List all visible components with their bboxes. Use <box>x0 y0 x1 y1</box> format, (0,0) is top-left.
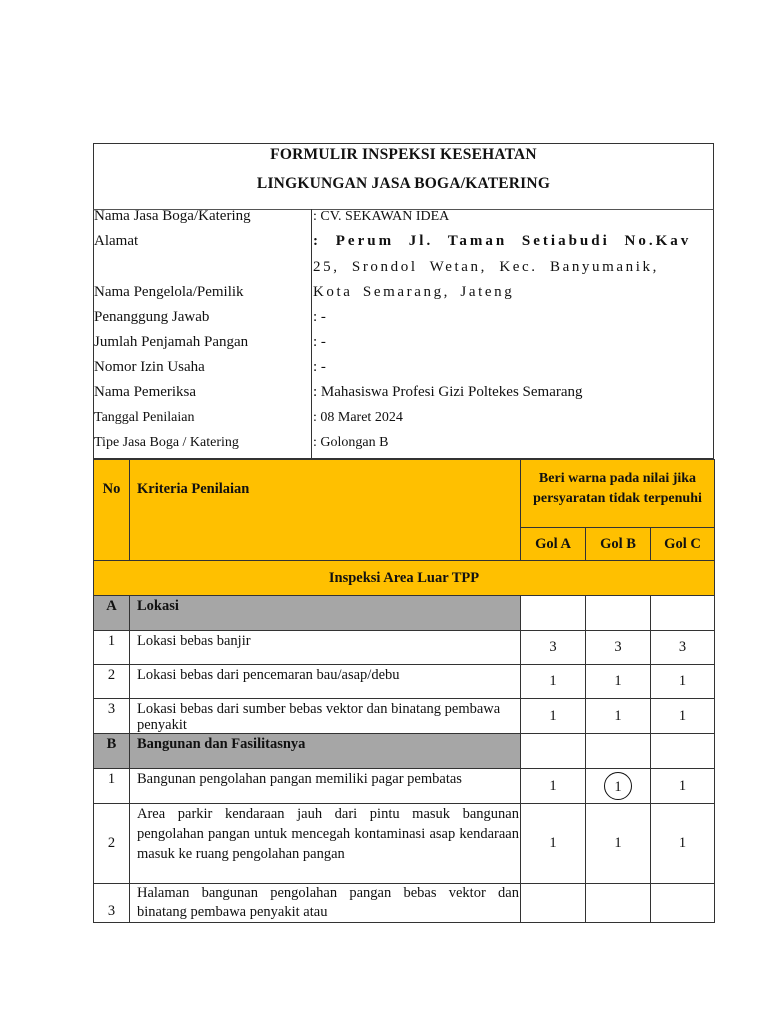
row-criteria: Halaman bangunan pengolahan pangan bebas vektor dan binatang pembawa penyakit atau <box>130 884 521 923</box>
score-cell[interactable] <box>651 596 715 631</box>
table-row <box>94 769 715 804</box>
label-jumlah-penjamah: Jumlah Penjamah Pangan <box>94 334 249 350</box>
row-no: 3 <box>94 699 130 734</box>
score-gol-b[interactable] <box>586 884 651 923</box>
value-nama-jasa-boga: : CV. SEKAWAN IDEA <box>313 209 450 224</box>
score-cell[interactable] <box>651 734 715 769</box>
table-row <box>94 631 715 665</box>
value-jumlah-penjamah: : - <box>313 334 326 350</box>
score-gol-a[interactable]: 1 <box>521 769 586 804</box>
score-gol-b[interactable]: 1 <box>586 665 651 699</box>
score-gol-b[interactable]: 3 <box>586 631 651 665</box>
header-no: No <box>94 460 130 561</box>
value-nama-pemeriksa: : Mahasiswa Profesi Gizi Poltekes Semarang <box>313 384 583 400</box>
header-instruction: Beri warna pada nilai jika persyaratan tidak terpenuhi <box>521 460 715 528</box>
row-criteria: Lokasi bebas dari pencemaran bau/asap/debu <box>130 665 521 699</box>
row-no: 2 <box>94 665 130 699</box>
row-no: 1 <box>94 769 130 804</box>
label-alamat: Alamat <box>94 233 139 249</box>
score-gol-c[interactable]: 1 <box>651 665 715 699</box>
row-criteria: Bangunan pengolahan pangan memiliki pagar pembatas <box>130 769 521 804</box>
score-cell[interactable] <box>521 734 586 769</box>
label-tipe-jasa-boga: Tipe Jasa Boga / Katering <box>94 435 239 450</box>
value-nomor-izin: : - <box>313 359 326 375</box>
score-cell[interactable] <box>521 596 586 631</box>
label-nama-pemeriksa: Nama Pemeriksa <box>94 384 197 400</box>
row-criteria: Area parkir kendaraan jauh dari pintu masuk bangunan pengolahan pangan untuk mencegah kontaminasi asap kendaraan masuk ke ruang pengolahan pangan <box>130 804 521 884</box>
score-gol-a[interactable]: 1 <box>521 665 586 699</box>
table-row <box>94 804 715 884</box>
label-nama-jasa-boga: Nama Jasa Boga/Katering <box>94 208 251 224</box>
circled-score: 1 <box>604 772 632 800</box>
score-gol-a[interactable]: 1 <box>521 804 586 884</box>
value-penanggung-jawab: : - <box>313 309 326 325</box>
form-title-line2: LINGKUNGAN JASA BOGA/KATERING <box>256 175 551 192</box>
table-row <box>94 665 715 699</box>
score-gol-a[interactable]: 3 <box>521 631 586 665</box>
label-penanggung-jawab: Penanggung Jawab <box>94 309 210 325</box>
row-no: 2 <box>94 804 130 884</box>
row-criteria: Lokasi bebas banjir <box>130 631 521 665</box>
row-no: 3 <box>94 884 130 923</box>
score-cell[interactable] <box>586 734 651 769</box>
label-nomor-izin: Nomor Izin Usaha <box>94 359 205 375</box>
form-title-box <box>93 143 714 209</box>
score-gol-c[interactable]: 1 <box>651 769 715 804</box>
header-gol-b: Gol B <box>586 528 651 561</box>
value-alamat-line1: : Perum Jl. Taman Setiabudi No.Kav <box>313 233 692 249</box>
header-criteria: Kriteria Penilaian <box>130 460 521 561</box>
group-code: B <box>94 734 130 769</box>
row-no: 1 <box>94 631 130 665</box>
criteria-table <box>93 459 715 923</box>
info-divider <box>311 209 312 459</box>
label-nama-pengelola: Nama Pengelola/Pemilik <box>94 284 244 300</box>
value-alamat-line2: 25, Srondol Wetan, Kec. Banyumanik, <box>313 259 659 275</box>
group-title: Bangunan dan Fasilitasnya <box>130 734 521 769</box>
value-tanggal-penilaian: : 08 Maret 2024 <box>313 410 403 425</box>
row-criteria: Lokasi bebas dari sumber bebas vektor dan binatang pembawa penyakit <box>130 699 521 734</box>
value-alamat-line3: Kota Semarang, Jateng <box>313 284 515 300</box>
score-gol-a[interactable]: 1 <box>521 699 586 734</box>
score-gol-b[interactable]: 1 <box>586 804 651 884</box>
score-gol-b[interactable]: 1 <box>586 699 651 734</box>
score-gol-b-circled[interactable] <box>586 769 651 804</box>
table-row <box>94 884 715 923</box>
score-gol-c[interactable]: 1 <box>651 699 715 734</box>
group-code: A <box>94 596 130 631</box>
label-tanggal-penilaian: Tanggal Penilaian <box>94 410 195 425</box>
header-gol-c: Gol C <box>651 528 715 561</box>
table-row <box>94 699 715 734</box>
score-gol-a[interactable] <box>521 884 586 923</box>
score-cell[interactable] <box>586 596 651 631</box>
score-gol-c[interactable] <box>651 884 715 923</box>
section-title: Inspeksi Area Luar TPP <box>94 561 715 596</box>
form-title-line1: FORMULIR INSPEKSI KESEHATAN <box>270 146 537 163</box>
value-tipe-jasa-boga: : Golongan B <box>313 435 389 450</box>
group-title: Lokasi <box>130 596 521 631</box>
score-gol-c[interactable]: 1 <box>651 804 715 884</box>
score-gol-c[interactable]: 3 <box>651 631 715 665</box>
header-gol-a: Gol A <box>521 528 586 561</box>
